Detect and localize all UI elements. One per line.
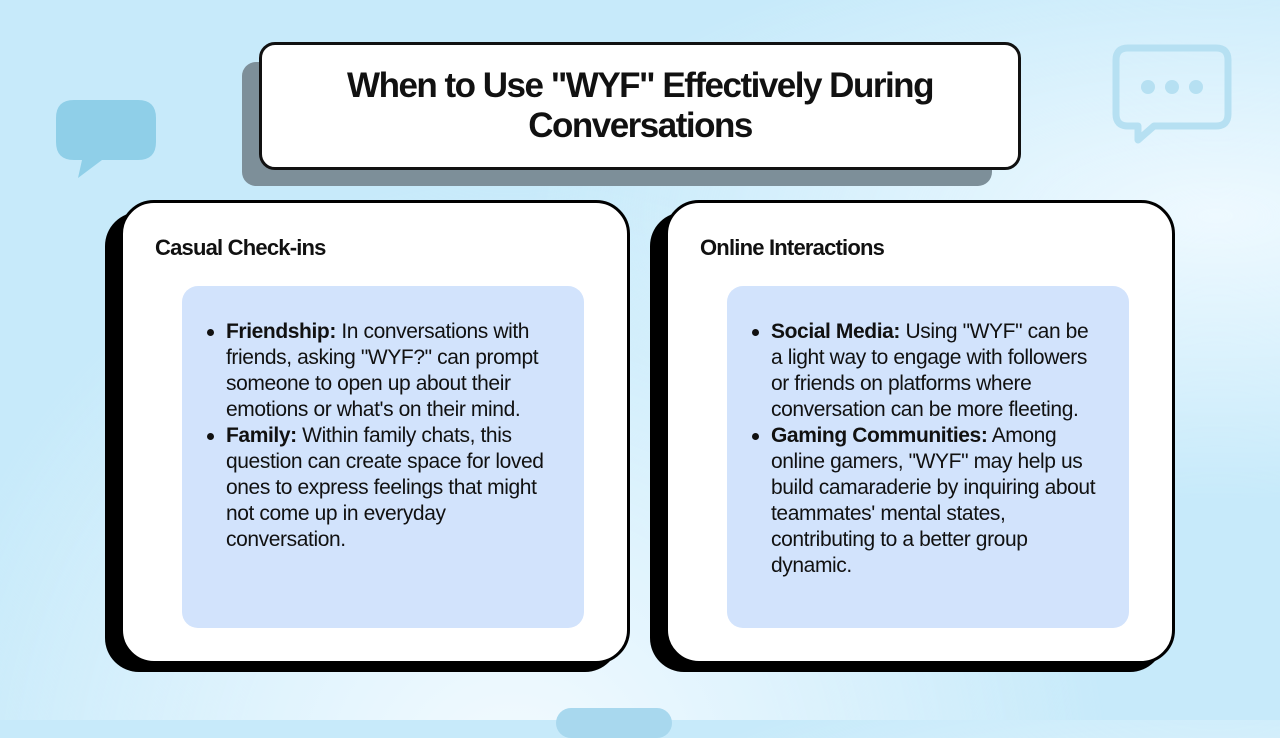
bullet-list: [226, 319, 556, 553]
content-panel: [182, 286, 584, 628]
item-label: Gaming Communities:: [771, 424, 988, 447]
speech-bubble-icon: [54, 98, 158, 180]
card-heading: Online Interactions: [700, 235, 885, 260]
item-label: Family:: [226, 424, 297, 447]
item-label: Social Media:: [771, 320, 901, 343]
card-online-interactions: [665, 200, 1175, 664]
item-label: Friendship:: [226, 320, 336, 343]
title-box: [259, 42, 1021, 170]
page-title: When to Use "WYF" Effectively During Conversations: [347, 66, 933, 145]
item-text: In conversations with friends, asking "WYF?" can prompt someone to open up about their emotions or what's on their mind.: [226, 320, 539, 421]
bullet-list: [771, 319, 1101, 579]
list-item: [771, 423, 1101, 579]
list-item: [226, 319, 556, 423]
list-item: [771, 319, 1101, 423]
chat-ellipsis-icon: [1112, 44, 1232, 144]
bottom-decoration: [556, 708, 672, 738]
item-text: Using "WYF" can be a light way to engage with followers or friends on platforms where conversation can be more fleeting.: [771, 320, 1089, 421]
item-text: Among online gamers, "WYF" may help us build camaraderie by inquiring about teammates' mental states, contributing to a better group dynamic.: [771, 424, 1096, 577]
card-heading: Casual Check-ins: [155, 235, 326, 260]
item-text: Within family chats, this question can create space for loved ones to express feelings that might not come up in everyday conversation.: [226, 424, 544, 551]
list-item: [226, 423, 556, 553]
content-panel: [727, 286, 1129, 628]
card-casual-check-ins: [120, 200, 630, 664]
